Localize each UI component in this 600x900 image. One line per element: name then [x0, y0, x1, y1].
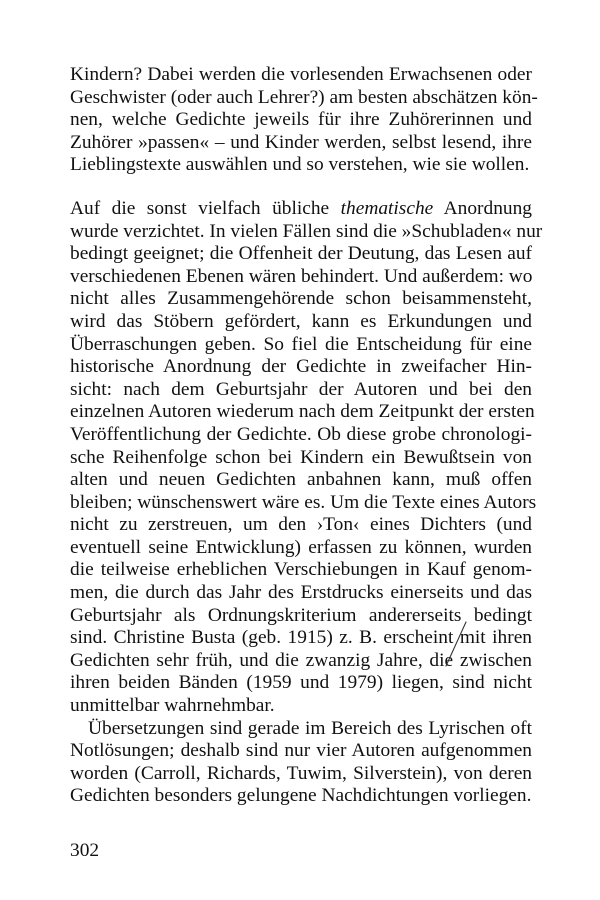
page-number: 302	[70, 840, 100, 861]
pen-stroke-mark	[440, 620, 470, 670]
text-line: Geburtsjahr als Ordnungskriterium andererseits bedingt	[70, 604, 532, 626]
text-line: wird das Stöbern gefördert, kann es Erkundungen und	[70, 310, 532, 332]
text-line: nicht alles Zusammengehörende schon beisammensteht,	[70, 288, 532, 310]
text-line: sind. Christine Busta (geb. 1915) z. B. erscheint mit ihren	[70, 627, 532, 649]
text-line: Geschwister (oder auch Lehrer?) am besten abschätzen kön-	[70, 86, 538, 108]
emphasized-word: thematische	[340, 197, 434, 219]
text-line: eventuell seine Entwicklung) erfassen zu können, wurden	[70, 536, 532, 558]
text-line: Zuhörer »passen« – und Kinder werden, selbst lesend, ihre	[70, 131, 532, 153]
book-page-text	[70, 64, 543, 808]
text-line: Kindern? Dabei werden die vorlesenden Erwachsenen oder	[70, 64, 532, 85]
text-line: nicht zu zerstreuen, um den ›Ton‹ eines Dichters (und	[70, 514, 532, 536]
text-line: Lieblingstexte auswählen und so verstehen, wie sie wollen.	[70, 154, 530, 176]
text-line: wurde verzichtet. In vielen Fällen sind die »Schubladen« nur	[70, 220, 543, 242]
text-line: Übersetzungen sind gerade im Bereich des Lyrischen oft	[88, 717, 532, 739]
text-line: Gedichten besonders gelungene Nachdichtungen vorliegen.	[70, 785, 532, 807]
text-line: historische Anordnung der Gedichte in zweifacher Hin-	[70, 356, 532, 378]
text-line: unmittelbar wahrnehmbar.	[70, 695, 275, 717]
text-line: Gedichten sehr früh, und die zwanzig Jahre, die zwischen	[70, 649, 532, 671]
text-line: einzelnen Autoren wiederum nach dem Zeitpunkt der ersten	[70, 401, 535, 423]
text-line: Überraschungen geben. So fiel die Entscheidung für eine	[70, 333, 532, 355]
text-line: verschiedenen Ebenen wären behindert. Und außerdem: wo	[70, 265, 533, 287]
text-line: sche Reihenfolge schon bei Kindern ein Bewußtsein von	[70, 446, 532, 468]
text-line: nen, welche Gedichte jeweils für ihre Zuhörerinnen und	[70, 109, 532, 131]
text-line: worden (Carroll, Richards, Tuwim, Silverstein), von deren	[70, 762, 532, 784]
paragraph-gap	[70, 177, 532, 198]
text-line: Notlösungen; deshalb sind nur vier Autoren aufgenommen	[70, 740, 532, 762]
text-line: bleiben; wünschenswert wäre es. Um die Texte eines Autors	[70, 491, 537, 513]
text-line: ihren beiden Bänden (1959 und 1979) liegen, sind nicht	[70, 672, 532, 694]
text-fragment: Auf die sonst vielfach übliche	[70, 197, 341, 219]
text-line: die teilweise erheblichen Verschiebungen in Kauf genom-	[70, 559, 532, 581]
text-line: bedingt geeignet; die Offenheit der Deutung, das Lesen auf	[70, 243, 532, 265]
text-fragment: Anordnung	[433, 197, 532, 219]
paragraph-3	[70, 718, 532, 808]
paragraph-1	[70, 64, 538, 177]
text-line: men, die durch das Jahr des Erstdrucks einerseits und das	[70, 582, 532, 604]
text-line: Veröffentlichung der Gedichte. Ob diese grobe chronologi-	[70, 423, 532, 445]
text-line: sicht: nach dem Geburtsjahr der Autoren und bei den	[70, 378, 532, 400]
text-line-with-emphasis	[70, 198, 532, 221]
text-line: alten und neuen Gedichten anbahnen kann, muß offen	[70, 469, 532, 491]
